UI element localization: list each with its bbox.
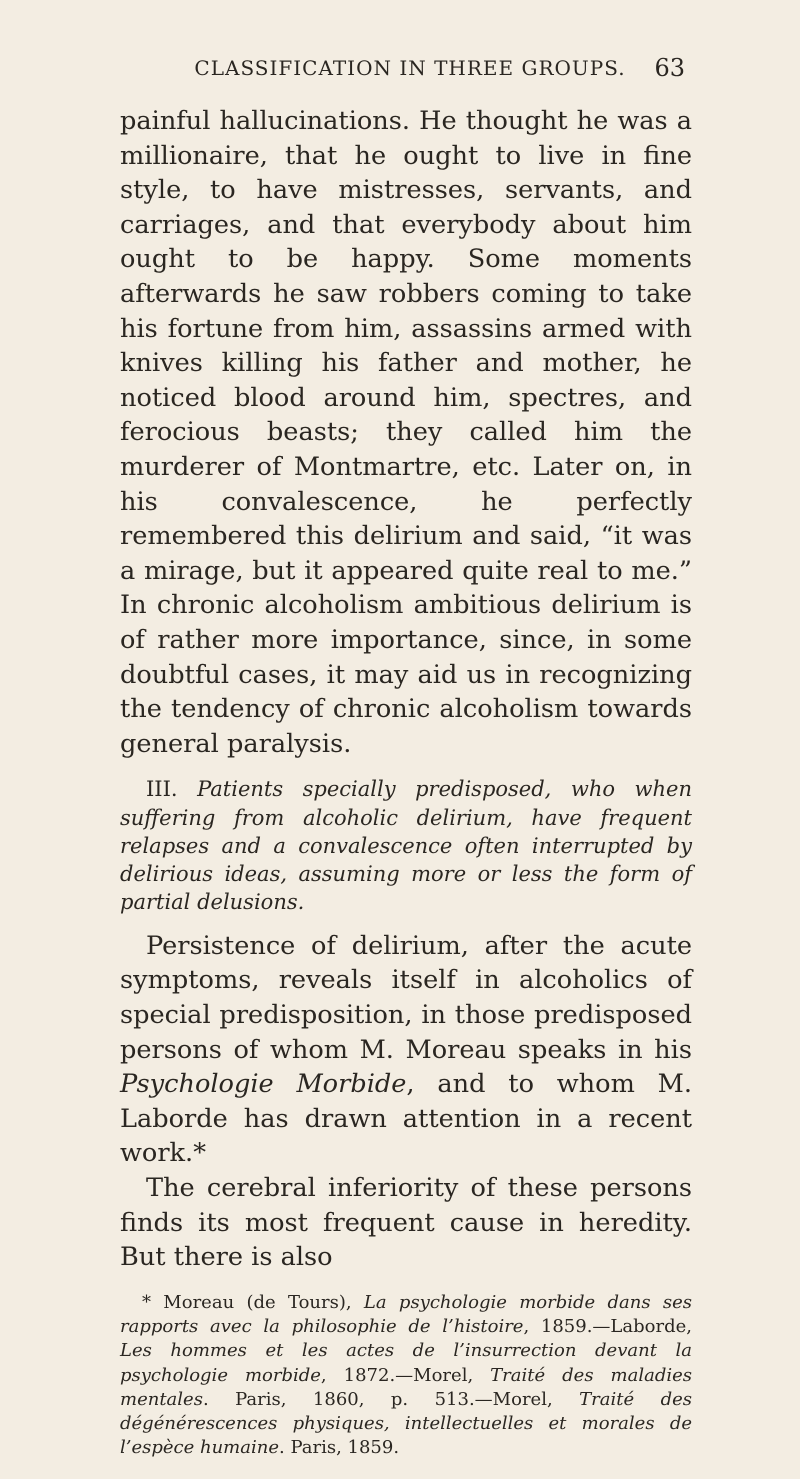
footnote-title: La psychologie morbide dans ses rapports avec la philosophie de l’histoire [120,1291,692,1337]
footnote-title: Traité des dégénérescences physiques, intellectuelles et morales de l’espèce humaine [120,1388,692,1459]
footnote [120,1291,692,1461]
paragraph-text: Persistence of delirium, after the acute symptoms, reveals itself in alcoholics of special predisposition, in those predisposed persons of whom M. Moreau speaks in his [120,930,692,1065]
book-title: Psychologie Morbide [120,1069,407,1100]
footnote-title: Traité des maladies mentales [120,1364,693,1410]
paragraph-persistence [120,929,692,1171]
paragraph-text: , and to whom M. Laborde has drawn attention in a recent work.* [120,1069,692,1169]
paragraph-cerebral: The cerebral inferiority of these persons finds its most frequent cause in heredity. But there is also [120,1172,692,1273]
footnote-text: , 1872.—Morel, [320,1364,491,1386]
footnote-title: Les hommes et les actes de l’insurrection devant la psychologie morbide [120,1340,692,1386]
page-header [135,56,685,96]
paragraph-continued: painful hallucinations. He thought he was a millionaire, that he ought to live in fine style, to have mistresses, servants, and carriages, and that everybody about him ought to be happy. Some moments afterwards he saw robbers coming to take his fortune from him, assassins armed with knives killing his father and mother, he noticed blood around him, spectres, and ferocious beasts; they called him the murderer of Montmartre, etc. Later on, in his convalescence, he perfectly remembered this delirium and said, “it was a mirage, but it appeared quite real to me.” In chronic alcoholism ambitious delirium is of rather more importance, since, in some doubtful cases, it may aid us in recognizing the tendency of chronic alcoholism towards general paralysis. [120,106,692,759]
section-heading-text: Patients specially predisposed, who when suffering from alcoholic delirium, have frequent relapses and a convalescence often interrupted by delirious ideas, assuming more or less the form of partial delusions. [120,777,692,915]
footnote-text: . Paris, 1860, p. 513.—Morel, [202,1388,580,1410]
footnote-text: * Moreau (de Tours), [142,1291,364,1313]
page-number: 63 [654,54,685,82]
footnote-text: , 1859.—Laborde, [523,1316,692,1337]
footnote-text: . Paris, 1859. [279,1437,400,1459]
page-body [120,104,692,1479]
section-number: III. [146,777,178,802]
running-head: CLASSIFICATION IN THREE GROUPS. [194,56,626,80]
section-heading-iii [120,775,692,916]
